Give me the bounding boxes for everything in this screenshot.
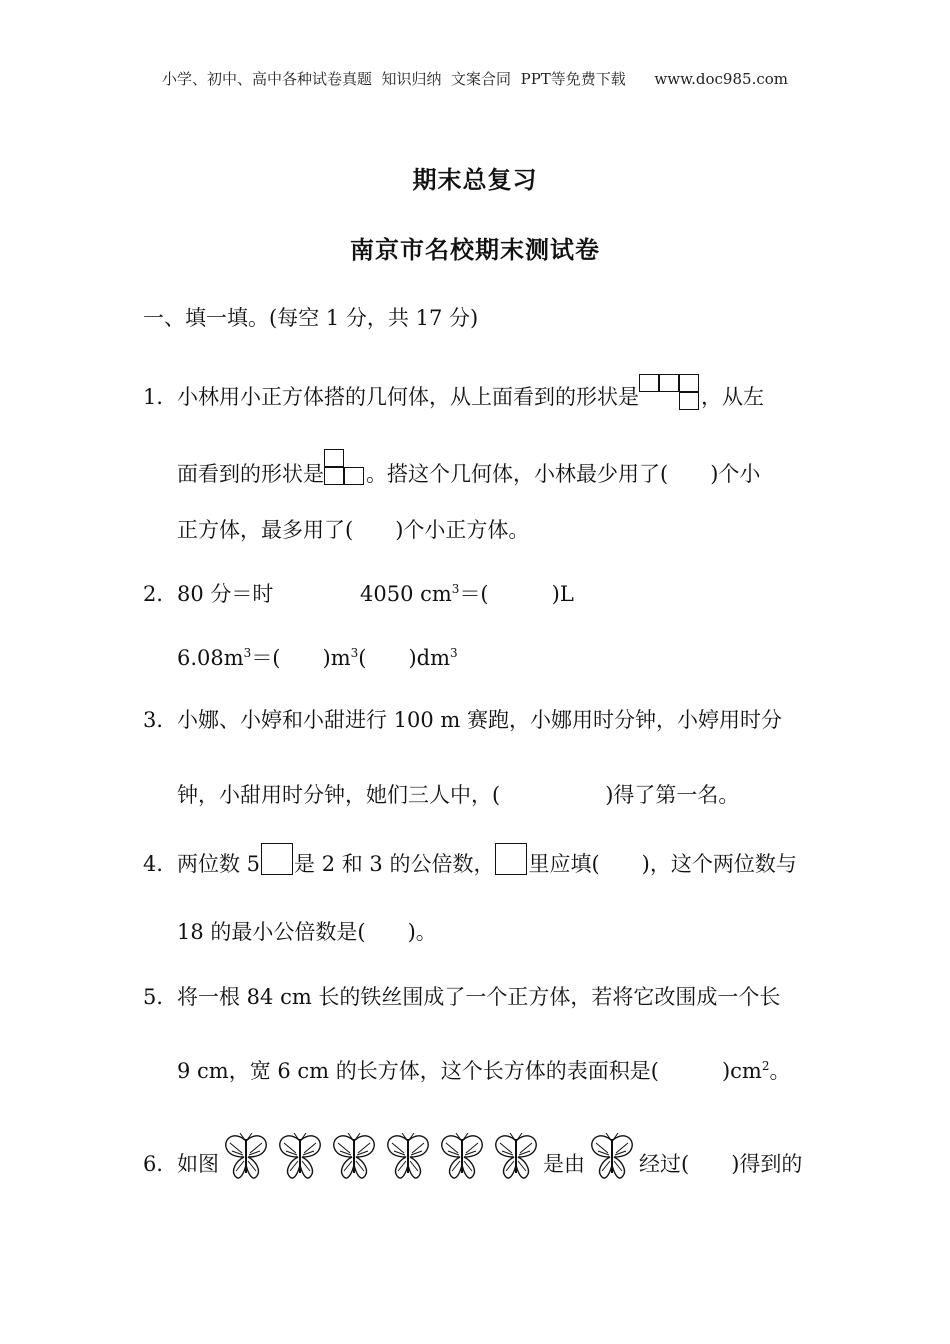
q1-line3: 正方体，最多用了( )个小正方体。: [177, 518, 530, 542]
q6-line1: [143, 1133, 802, 1181]
q4-text-c: 里应填( )，这个两位数与: [528, 852, 797, 876]
q1-line1: [143, 374, 764, 414]
q2-part-c1-sup: 3: [243, 646, 252, 660]
q1-text-c: 面看到的形状是: [177, 462, 324, 486]
q4-line1: [143, 843, 797, 878]
blank-box: [261, 843, 293, 875]
q6-text-a: 如图: [177, 1152, 219, 1176]
butterfly-icon: [491, 1133, 541, 1181]
q5-sup: 2: [761, 1059, 770, 1073]
q2-part-c1: 6.08m: [177, 646, 244, 670]
q6-number: 6．: [143, 1152, 178, 1176]
title-final-review: 期末总复习: [412, 166, 538, 194]
q2-part-c2: ＝( )m: [251, 646, 351, 670]
q2-part-c3-sup: 3: [450, 646, 458, 660]
page-header: 小学、初中、高中各种试卷真题 知识归纳 文案合同 PPT等免费下载 www.doc985.com: [161, 70, 788, 88]
section-heading: 一、填一填。(每空 1 分，共 17 分): [143, 306, 479, 330]
q1-text-d: 。搭这个几何体，小林最少用了( )个小: [366, 462, 761, 486]
butterfly-icon: [275, 1133, 325, 1181]
left-view-shape: [324, 449, 366, 489]
q4-text-a: 两位数 5: [177, 852, 261, 876]
butterfly-icon: [383, 1133, 433, 1181]
title-exam-name: 南京市名校期末测试卷: [350, 236, 600, 264]
q4-number: 4．: [143, 852, 178, 876]
q2-part-c3: ( )dm: [358, 646, 451, 670]
q5-text-1: 将一根 84 cm 长的铁丝围成了一个正方体，若将它改围成一个长: [177, 985, 781, 1009]
q5-line1: [143, 983, 780, 1011]
q3-line2: 钟，小甜用时分钟，她们三人中，( )得了第一名。: [177, 783, 740, 807]
q2-part-b-sup: 3: [451, 582, 460, 596]
butterfly-icon: [221, 1133, 271, 1181]
q6-text-c: 经过( )得到的: [639, 1152, 803, 1176]
q5-text-2a: 9 cm，宽 6 cm 的长方体，这个长方体的表面积是( )cm: [177, 1059, 762, 1083]
q5-text-2b: 。: [769, 1059, 791, 1083]
q2-part-b: [360, 580, 574, 608]
q2-line2: [177, 644, 458, 672]
q4-line2: 18 的最小公倍数是( )。: [177, 920, 437, 944]
q2-part-b-end: ＝( )L: [459, 582, 574, 606]
q1-text-a: 小林用小正方体搭的几何体，从上面看到的形状是: [177, 385, 639, 409]
q6-text-b: 是由: [543, 1152, 585, 1176]
q3-number: 3．: [143, 708, 178, 732]
q2-part-a: 80 分＝时: [177, 582, 274, 606]
q2-number: 2．: [143, 582, 178, 606]
q2-part-c2-sup: 3: [350, 646, 359, 660]
butterfly-icon: [587, 1133, 637, 1181]
q1-line2: [177, 449, 760, 489]
q4-text-b: 是 2 和 3 的公倍数，: [294, 852, 495, 876]
q3-line1: [143, 706, 782, 734]
top-view-shape: [639, 374, 701, 414]
q1-number: 1．: [143, 385, 178, 409]
butterfly-icon: [329, 1133, 379, 1181]
blank-box-ref: [495, 843, 527, 875]
q3-text-1: 小娜、小婷和小甜进行 100 m 赛跑，小娜用时分钟，小婷用时分: [177, 708, 783, 732]
q2-line1: [143, 580, 273, 608]
q5-number: 5．: [143, 985, 178, 1009]
q2-part-b-text: 4050 cm: [360, 582, 452, 606]
q1-text-b: ，从左: [701, 385, 764, 409]
q5-line2: [177, 1057, 790, 1085]
butterfly-icon: [437, 1133, 487, 1181]
